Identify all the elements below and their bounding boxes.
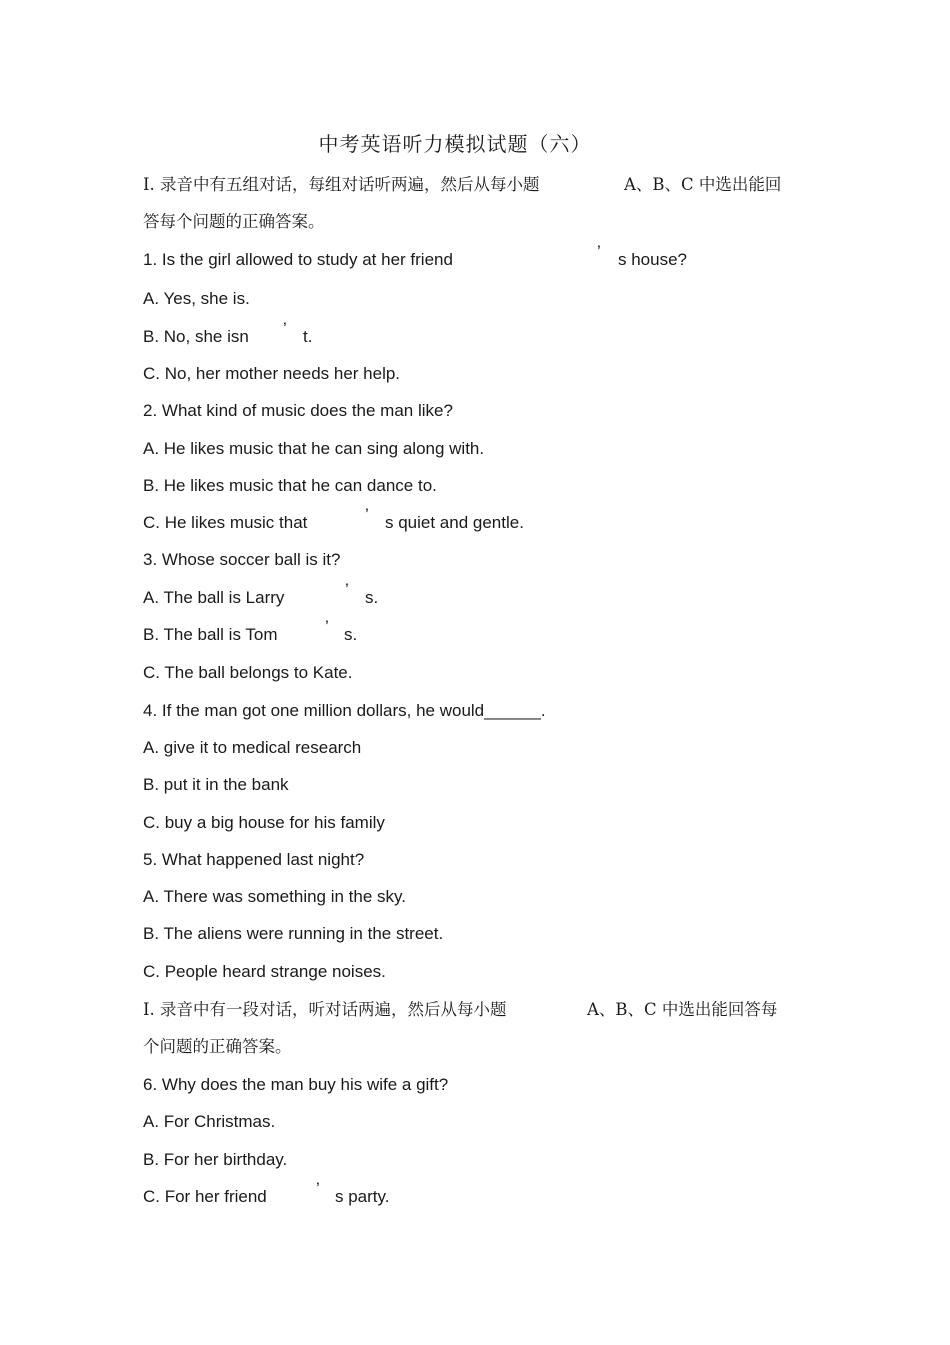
option-text-end: s. — [365, 588, 379, 607]
question-3-option-a — [143, 580, 379, 608]
question-1-option-b — [143, 319, 313, 347]
option-text-end: s party. — [335, 1187, 390, 1206]
option-text-end: s quiet and gentle. — [385, 513, 524, 532]
question-2: 2. What kind of music does the man like? — [143, 401, 453, 420]
apostrophe: ’ — [345, 580, 349, 599]
question-3-option-b — [143, 617, 358, 645]
question-5: 5. What happened last night? — [143, 850, 365, 869]
question-2-option-b: B. He likes music that he can dance to. — [143, 476, 437, 495]
apostrophe: ’ — [365, 505, 369, 524]
section2-options-text: A、B、C 中选出能回答每 — [587, 1000, 778, 1019]
question-4-option-a: A. give it to medical research — [143, 738, 362, 757]
question-1-option-a: A. Yes, she is. — [143, 289, 250, 308]
page-title: 中考英语听力模拟试题（六） — [318, 132, 592, 156]
question-1-text: 1. Is the girl allowed to study at her friend — [143, 250, 453, 269]
question-3-option-c: C. The ball belongs to Kate. — [143, 663, 353, 682]
question-6-option-a: A. For Christmas. — [143, 1112, 276, 1131]
option-text: C. For her friend — [143, 1187, 267, 1206]
apostrophe: ’ — [325, 617, 329, 636]
apostrophe: ’ — [316, 1179, 320, 1198]
question-1 — [143, 242, 687, 270]
section2-instruction-text: Ⅰ. 录音中有一段对话，听对话两遍，然后从每小题 — [143, 1000, 507, 1019]
question-6: 6. Why does the man buy his wife a gift? — [143, 1075, 449, 1094]
question-5-option-a: A. There was something in the sky. — [143, 887, 406, 906]
question-6-option-b: B. For her birthday. — [143, 1150, 288, 1169]
option-text: C. He likes music that — [143, 513, 308, 532]
section1-instruction-text: Ⅰ. 录音中有五组对话，每组对话听两遍，然后从每小题 — [143, 175, 540, 194]
option-text-end: s. — [344, 625, 358, 644]
question-5-option-b: B. The aliens were running in the street. — [143, 924, 444, 943]
question-5-option-c: C. People heard strange noises. — [143, 962, 386, 981]
question-3: 3. Whose soccer ball is it? — [143, 550, 341, 569]
question-4-option-c: C. buy a big house for his family — [143, 813, 385, 832]
question-4-option-b: B. put it in the bank — [143, 775, 289, 794]
section2-instruction-line2: 个问题的正确答案。 — [143, 1037, 292, 1056]
option-text-end: t. — [303, 327, 313, 346]
question-2-option-c — [143, 505, 524, 533]
apostrophe: ’ — [597, 242, 601, 261]
option-text: B. The ball is Tom — [143, 625, 278, 644]
option-text: A. The ball is Larry — [143, 588, 285, 607]
apostrophe: ’ — [283, 319, 287, 338]
question-4: 4. If the man got one million dollars, he would______. — [143, 701, 546, 720]
option-text: B. No, she isn — [143, 327, 249, 346]
section1-instruction-line2: 答每个问题的正确答案。 — [143, 212, 325, 231]
question-2-option-a: A. He likes music that he can sing along with. — [143, 439, 485, 458]
section1-options-text: A、B、C 中选出能回 — [624, 175, 782, 194]
section1-instruction-line1 — [143, 175, 782, 195]
section2-instruction-line1 — [143, 1000, 778, 1020]
question-1-text-end: s house? — [618, 250, 687, 269]
question-1-option-c: C. No, her mother needs her help. — [143, 364, 401, 383]
question-6-option-c — [143, 1179, 390, 1207]
